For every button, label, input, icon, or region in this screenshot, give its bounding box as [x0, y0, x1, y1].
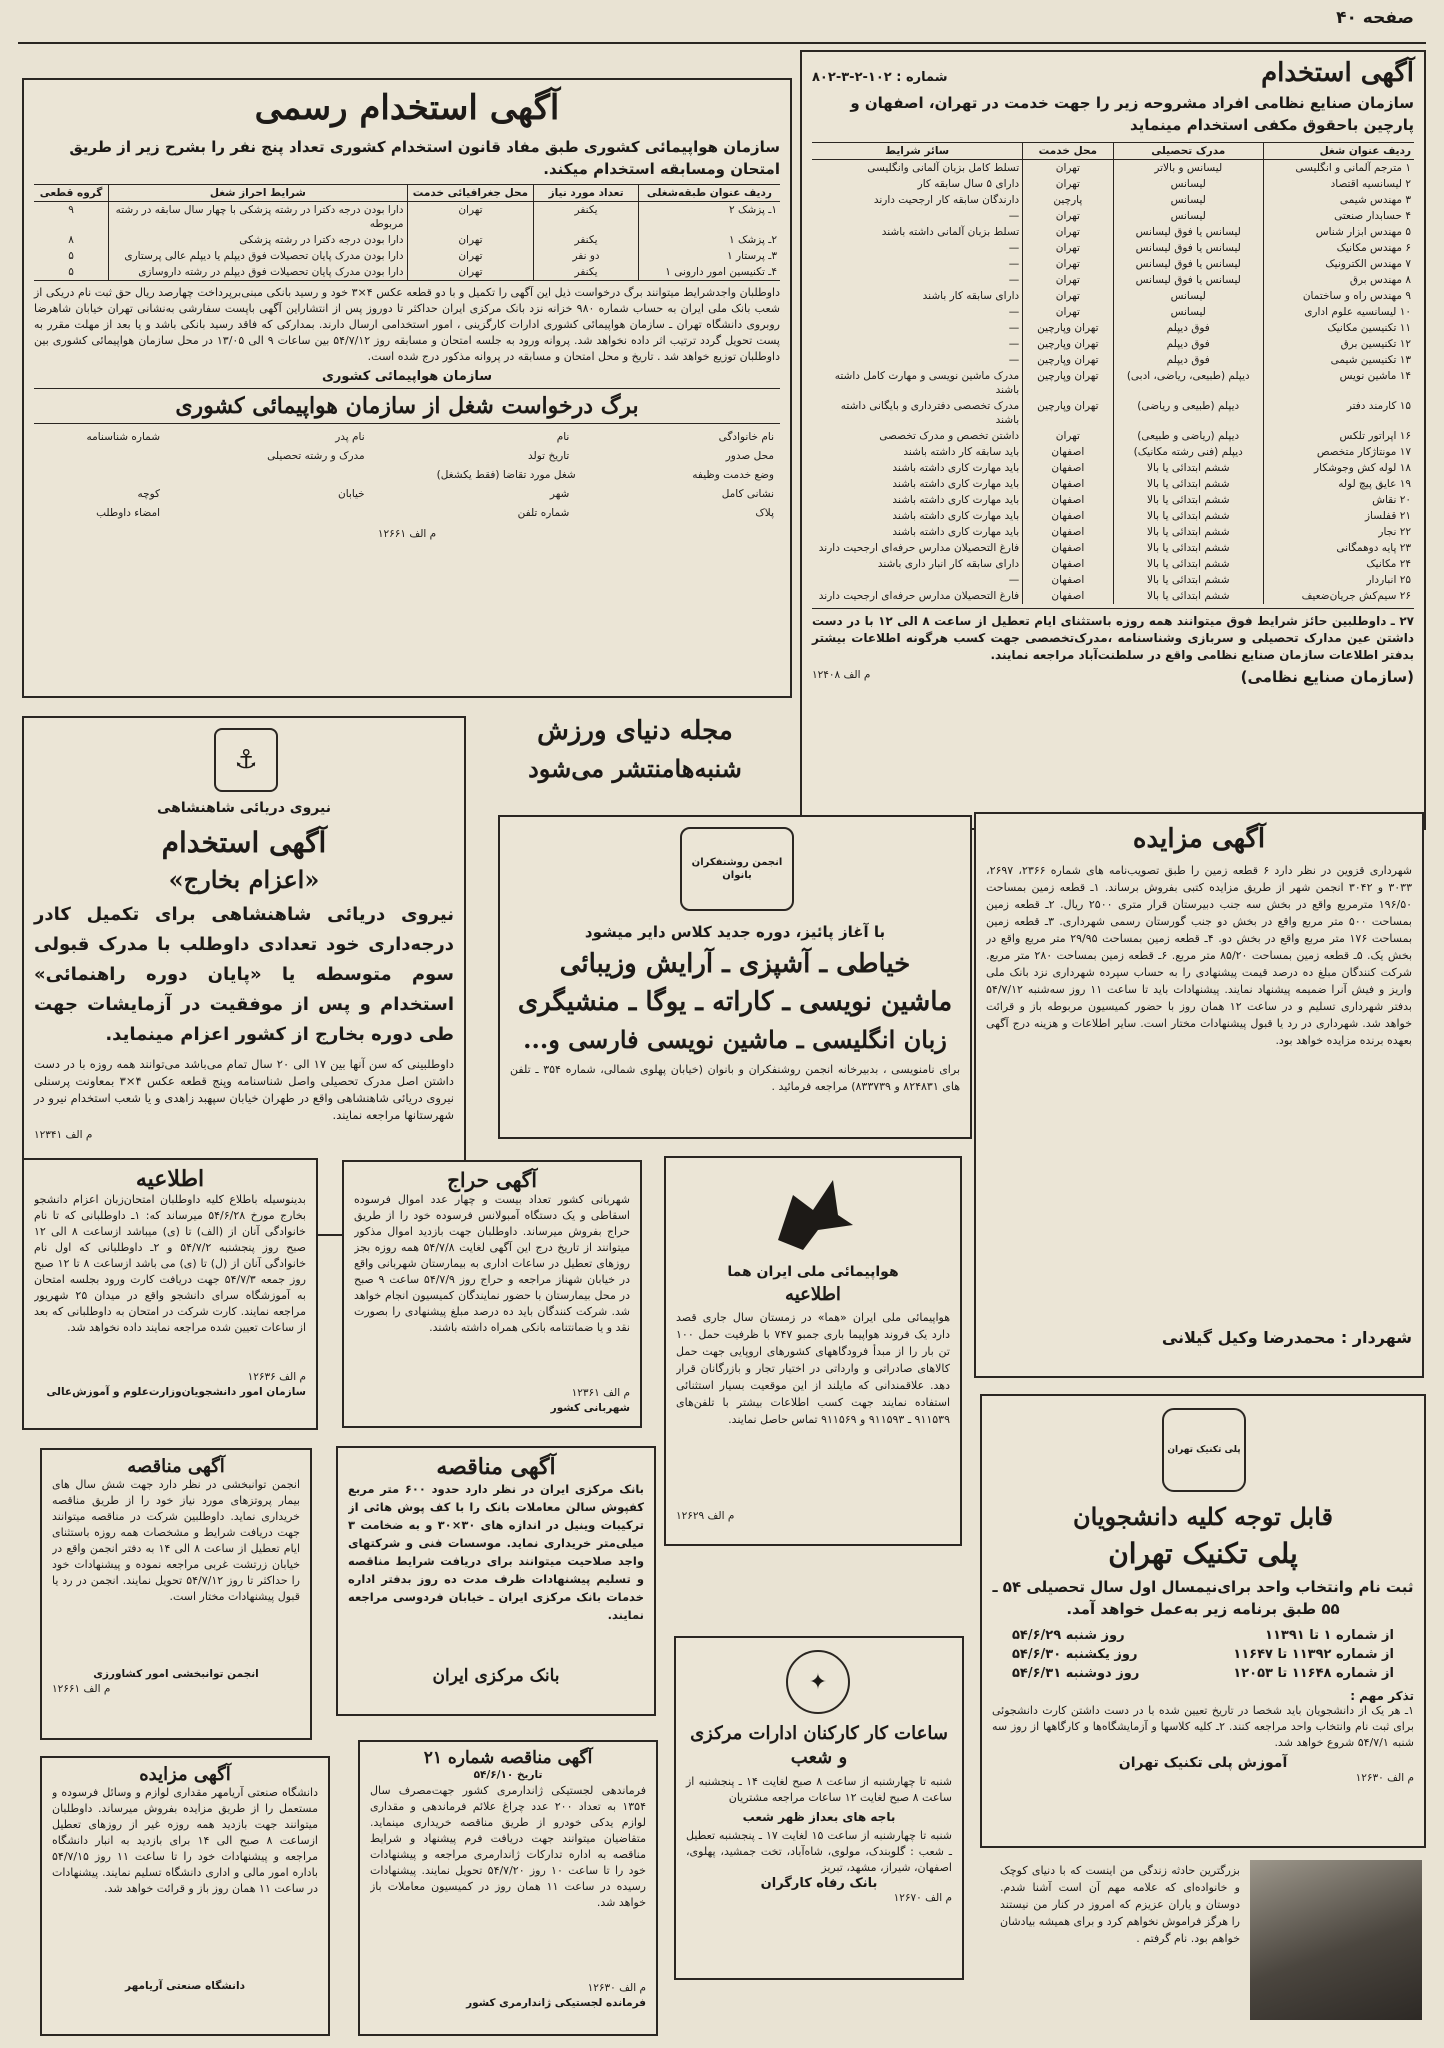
- table-cell: ۴ حسابدار صنعتی: [1264, 208, 1415, 224]
- magazine-line2: شنبه‌هامنتشر می‌شود: [528, 754, 742, 783]
- table-cell: تهران: [407, 202, 534, 233]
- table-cell: تهران: [407, 248, 534, 264]
- table-cell: ۲۶ سیم‌کش جریان‌ضعیف: [1264, 588, 1415, 604]
- form-field-label: محل صدور: [725, 450, 774, 462]
- col-header: شرایط احراز شغل: [109, 185, 407, 202]
- table-cell: لیسانس یا فوق لیسانس: [1113, 272, 1264, 288]
- table-row: [812, 368, 1414, 398]
- table-cell: ۲۴ مکانیک: [1264, 556, 1415, 572]
- col-header: محل خدمت: [1023, 143, 1113, 160]
- ad-ref: م الف ۱۲۶۳۰: [587, 1982, 646, 1994]
- table-cell: لیسانس: [1113, 288, 1264, 304]
- form-row: [40, 466, 774, 485]
- table-cell: داشتن تخصص و مدرک تخصصی: [879, 430, 1020, 442]
- schedule-day: روز شنبه ۵۴/۶/۲۹: [1012, 1628, 1125, 1643]
- table-cell: ششم ابتدائی یا بالا: [1113, 460, 1264, 476]
- polytechnic-logo-icon: پلی تکنیک تهران: [1162, 1408, 1246, 1492]
- table-cell: دو نفر: [534, 248, 638, 264]
- table-row: [812, 272, 1414, 288]
- table-cell: ۱۱ تکنیسین مکانیک: [1264, 320, 1415, 336]
- magazine-line1: مجله دنیای ورزش: [537, 716, 733, 746]
- ad-title: آگهی مناقصه شماره ۲۱: [423, 1748, 593, 1768]
- ad-lead: ثبت نام وانتخاب واحد برای‌نیمسال اول سال تحصیلی ۵۴ ـ ۵۵ طبق برنامه زیر به‌عمل خواهد آمد.: [992, 1578, 1414, 1618]
- classes-ad: [498, 815, 972, 1139]
- table-cell: ۱۰ لیسانسیه علوم اداری: [1264, 304, 1415, 320]
- qazvin-auction-ad: [974, 812, 1424, 1378]
- table-cell: ۳ـ پرستار ۱: [638, 248, 780, 264]
- bank-logo-icon: ✦: [786, 1650, 850, 1714]
- table-cell: اصفهان: [1023, 524, 1113, 540]
- table-cell: دیپلم (طبیعی و ریاضی): [1113, 398, 1264, 428]
- table-row: [812, 240, 1414, 256]
- col-header: گروه قطعی: [34, 185, 109, 202]
- table-cell: یکنفر: [534, 232, 638, 248]
- table-cell: —: [1008, 258, 1020, 270]
- ad-subtitle: «اعزام بخارج»: [168, 865, 320, 894]
- table-cell: مدرک تخصصی دفترداری و بایگانی داشته باشند: [840, 400, 1020, 426]
- schedule-range: از شماره ۱۱۶۴۸ تا ۱۲۰۵۳: [1233, 1666, 1394, 1681]
- ad-ref: م الف ۱۲۶۳۶: [247, 1371, 306, 1383]
- table-cell: دیپلم (طبیعی، ریاضی، ادبی): [1113, 368, 1264, 398]
- schedule-row: [1012, 1645, 1394, 1664]
- col-header: محل جغرافیائی خدمت: [407, 185, 534, 202]
- exam-notice-ad: [22, 1158, 318, 1430]
- table-row: [812, 208, 1414, 224]
- iranair-notice-ad: [664, 1156, 962, 1546]
- form-row: [40, 485, 774, 504]
- table-row: [812, 224, 1414, 240]
- ad-body: داوطلبینی که سن آنها بین ۱۷ الی ۲۰ سال تمام می‌باشد می‌توانند همه روزه با در دست داشتن اصل مدرک تحصیلی واصل شناسنامه وپنج قطعه عکس ۴×۳ بمعاونت پرسنلی نیروی دریائی شاهنشاهی واقع در طهران خیابان سپهبد زاهدی و یا شعب استخدام نیرو در شهرستانها مراجعه نمایند.: [34, 1057, 454, 1122]
- table-cell: فارغ التحصیلان مدارس حرفه‌ای ارجحیت دارند: [818, 542, 1020, 554]
- table-row: [812, 540, 1414, 556]
- tender-21-ad: [358, 1740, 658, 2036]
- table-cell: دارای سابقه کار انبار داری باشند: [877, 558, 1020, 570]
- table-cell: باید مهارت کاری داشته باشند: [892, 462, 1020, 474]
- ad-title: آگهی مزایده: [1132, 824, 1266, 854]
- ad-body: فرماندهی لجستیکی ژاندارمری کشور جهت‌مصرف سال ۱۳۵۴ به تعداد ۲۰۰ عدد چراغ علائم فرماندهی و مقداری لوازم یدکی خودرو از طریق مناقصه خریداری مینماید. متقاضیان میتوانند جهت دریافت فرم پیشنهاد و شرایط مناقصه به اداره تدارکات ژاندارمری مراجعه و پیشنهادات خود را تا ساعت ۱۰ روز ۵۴/۷/۲۰ تحویل نمایند. پیشنهادات رسیده در ساعت ۱۱ همان روز در کمیسیون معاملات باز خواهد شد.: [370, 1784, 646, 1909]
- table-cell: —: [1008, 274, 1020, 286]
- tender-bank-ad: [336, 1446, 656, 1716]
- class-line3: زبان انگلیسی ـ ماشین نویسی فارسی و...: [523, 1025, 947, 1054]
- table-cell: تهران: [1023, 428, 1113, 444]
- ad-subtitle: پلی تکنیک تهران: [1108, 1537, 1298, 1570]
- table-cell: تهران: [1023, 160, 1113, 177]
- table-cell: تهران وپارچین: [1023, 336, 1113, 352]
- form-field-label: امضاء داوطلب: [96, 507, 161, 519]
- table-cell: دارا بودن درجه دکترا در رشته پزشکی: [109, 232, 407, 248]
- ad-title: آگهی مناقصه: [127, 1456, 225, 1477]
- ad-title: آگهی حراج: [447, 1168, 537, 1192]
- ad-lead: نیروی دریائی شاهنشاهی برای تکمیل کادر درجه‌داری خود تعدادی داوطلب با مدرک قبولی سوم متوسطه یا «پایان دوره راهنمائی» استخدام و پس از موفقیت در آزمایشات جهت طی دوره بخارج از کشور اعزام مینماید.: [34, 904, 454, 1045]
- ad-intro: با آغاز پائیز، دوره جدید کلاس دایر میشود: [584, 923, 886, 941]
- table-row: [812, 160, 1414, 177]
- table-cell: لیسانس: [1113, 192, 1264, 208]
- table-row: [812, 288, 1414, 304]
- table-cell: ۹ مهندس راه و ساختمان: [1264, 288, 1415, 304]
- schedule-range: از شماره ۱ تا ۱۱۳۹۱: [1265, 1628, 1394, 1643]
- table-cell: تهران وپارچین: [1023, 368, 1113, 398]
- table-cell: پارچین: [1023, 192, 1113, 208]
- ad-title: اطلاعیه: [785, 1284, 841, 1305]
- ad-signature: انجمن توانبخشی امور کشاورزی: [93, 1668, 259, 1680]
- form-title: برگ درخواست شغل از سازمان هواپیمائی کشوری: [34, 388, 780, 424]
- ad-body2: شنبه تا چهارشنبه از ساعت ۱۵ لغایت ۱۷ ـ پنجشنبه تعطیل ـ شعب : گلوبندک، مولوی، شاه‌آباد، تخت جمشید، پهلوی، اصفهان، شیراز، مشهد، تبریز: [686, 1829, 952, 1874]
- table-cell: ۹: [68, 204, 74, 216]
- form-field-label: خیابان: [337, 488, 365, 500]
- ad-signature: سازمان امور دانشجویان‌وزارت‌علوم و آموزش‌عالی: [46, 1386, 306, 1398]
- table-cell: ۱۹ عایق پیچ لوله: [1264, 476, 1415, 492]
- form-field-label: نام: [556, 431, 570, 443]
- table-row: [812, 476, 1414, 492]
- table-cell: ۲۵ انباردار: [1264, 572, 1415, 588]
- table-cell: تهران: [1023, 272, 1113, 288]
- table-cell: ششم ابتدائی یا بالا: [1113, 572, 1264, 588]
- table-cell: دیپلم (ریاضی و طبیعی): [1113, 428, 1264, 444]
- col-header: ردیف عنوان طبقه‌شغلی: [638, 185, 780, 202]
- schedule-row: [1012, 1626, 1394, 1645]
- table-cell: ۸ مهندس برق: [1264, 272, 1415, 288]
- table-cell: تهران: [407, 232, 534, 248]
- table-cell: —: [1008, 574, 1020, 586]
- schedule-day: روز یکشنبه ۵۴/۶/۳۰: [1012, 1647, 1138, 1662]
- table-row: [812, 336, 1414, 352]
- table-cell: لیسانس یا فوق لیسانس: [1113, 240, 1264, 256]
- form-field-label: نشانی کامل: [721, 488, 774, 500]
- class-line1: خیاطی ـ آشپزی ـ آرایش وزیبائی: [559, 949, 911, 979]
- table-cell: دارای ۵ سال سابقه کار: [917, 178, 1020, 190]
- table-cell: دارا بودن مدرک پایان تحصیلات فوق دیپلم در رشته داروسازی: [109, 264, 407, 281]
- table-cell: —: [1008, 210, 1020, 222]
- table-cell: ۱ـ پزشک ۲: [638, 202, 780, 233]
- ad-number: شماره : ۱۰۲-۲-۳-۸۰۲: [812, 70, 948, 85]
- ad-ref: م الف ۱۲۶۳۰: [1355, 1772, 1414, 1784]
- table-cell: ۲ـ پزشک ۱: [638, 232, 780, 248]
- header-rule: [18, 42, 1426, 44]
- table-cell: یکنفر: [534, 264, 638, 281]
- navy-emblem-icon: ⚓: [214, 728, 278, 792]
- table-cell: اصفهان: [1023, 540, 1113, 556]
- table-cell: دارندگان سابقه کار ارجحیت دارند: [873, 194, 1020, 206]
- form-field-label: شماره شناسنامه: [86, 431, 161, 443]
- table-row: [812, 588, 1414, 604]
- table-cell: —: [1008, 306, 1020, 318]
- table-cell: ششم ابتدائی یا بالا: [1113, 492, 1264, 508]
- form-field-label: پلاک: [755, 507, 774, 519]
- page-number: صفحه ۴۰: [1336, 8, 1414, 28]
- form-field-label: نام پدر: [335, 431, 365, 443]
- positions-table-body: [34, 202, 780, 281]
- ad-title: آگهی استخدام: [1261, 58, 1414, 88]
- table-row: [812, 492, 1414, 508]
- navy-header: نیروی دریائی شاهنشاهی: [157, 800, 331, 816]
- ad-body: شهربانی کشور تعداد بیست و چهار عدد اموال فرسوده اسقاطی و یک دستگاه آمبولانس فرسوده خود را از طریق حراج بفروش میرساند. داوطلبان جهت بازدید اموال مذکور میتوانند از تاریخ درج این آگهی لغایت ۵۴/۷/۸ همه روزه بجز روزهای تعطیل در ساعات اداری به بیمارستان شهربانی واقع در خیابان شهناز مراجعه و حراج روز ۵۴/۷/۹ ساعت ۹ صبح در محل بیمارستان با حضور نمایندگان کمیسیون انجام خواهد شد. شرکت کنندگان باید ده درصد مبلغ پیشنهادی را بصورت نقد و یا ضمانتنامه بانکی همراه داشته باشند.: [354, 1193, 630, 1334]
- table-cell: —: [1008, 322, 1020, 334]
- table-cell: ششم ابتدائی یا بالا: [1113, 588, 1264, 604]
- table-cell: ۵ مهندس ابزار شناس: [1264, 224, 1415, 240]
- ad-signature: (سازمان صنایع نظامی): [1240, 668, 1414, 686]
- form-field-label: وضع خدمت وظیفه: [692, 469, 774, 481]
- ad-date: تاریخ ۵۴/۶/۱۰: [473, 1769, 543, 1781]
- table-cell: لیسانس یا فوق لیسانس: [1113, 224, 1264, 240]
- table-cell: باید سابقه کار داشته باشند: [903, 446, 1020, 458]
- table-cell: تهران: [1023, 304, 1113, 320]
- form-field-label: [238, 466, 358, 485]
- table-cell: ششم ابتدائی یا بالا: [1113, 476, 1264, 492]
- table-cell: باید مهارت کاری داشته باشند: [892, 478, 1020, 490]
- table-cell: لیسانس و بالاتر: [1113, 160, 1264, 177]
- table-cell: ۱۸ لوله کش وجوشکار: [1264, 460, 1415, 476]
- form-field-label: تاریخ تولد: [528, 450, 570, 462]
- ad-signature: شهردار : محمدرضا وکیل گیلانی: [1161, 1328, 1412, 1347]
- table-cell: ۲۱ قفلساز: [1264, 508, 1415, 524]
- table-row: [812, 352, 1414, 368]
- ad-ref: م الف ۱۲۶۶۱: [377, 528, 437, 540]
- form-field-label: کوچه: [137, 488, 161, 500]
- table-cell: ششم ابتدائی یا بالا: [1113, 540, 1264, 556]
- table-cell: اصفهان: [1023, 492, 1113, 508]
- table-cell: ۲۰ نقاش: [1264, 492, 1415, 508]
- table-cell: ششم ابتدائی یا بالا: [1113, 524, 1264, 540]
- table-cell: تهران: [1023, 176, 1113, 192]
- ad-body: شنبه تا چهارشنبه از ساعت ۸ صبح لغایت ۱۴ ـ پنجشنبه از ساعت ۸ صبح لغایت ۱۲ ساعات مراجعه مشتریان: [686, 1775, 952, 1804]
- table-row: [812, 556, 1414, 572]
- table-cell: باید مهارت کاری داشته باشند: [892, 510, 1020, 522]
- table-cell: تهران: [1023, 224, 1113, 240]
- table-row: [34, 264, 780, 281]
- table-cell: تهران: [1023, 256, 1113, 272]
- table-cell: اصفهان: [1023, 572, 1113, 588]
- table-cell: —: [1008, 338, 1020, 350]
- ad-body: شهرداری قزوین در نظر دارد ۶ قطعه زمین را طبق تصویب‌نامه های شماره ۲۳۶۶، ۲۶۹۷، ۳۰۳۳ و ۳۰۴۲ انجمن شهر از طریق مزایده کتبی بفروش برساند. ۱ـ قطعه زمین بمساحت ۱۹۶/۵۰ مترمربع واقع در بخش سه جنب دبیرستان قرار متری ۲۵۰۰ ریال. ۲ـ قطعه زمین بمساحت ۵۰۰ متر مربع واقع در بخش دو جنب گورستان رسمی شهرداری. ۳ـ قطعه زمین بمساحت ۱۷۶ متر مربع واقع در بخش دو. ۴ـ قطعه زمین بمساحت ۲۹/۹۵ متر مربع واقع در بخش یک. ۵ـ قطعه زمین بمساحت ۸۵/۲۰ متر مربع. ۶ـ قطعه زمین بمساحت ۲۸۰ متر مربع. شرکت کنندگان مبلغ ده درصد قیمت پیشنهادی را به حساب سپرده شهرداری نزد بانک ملی واریز و فیش آنرا ضمیمه پیشنهاد نمایند. پیشنهادات باید تا ساعت ۱۱ روز سه‌شنبه ۵۴/۷/۱۲ بدفتر شهرداری تسلیم و در ساعت ۱۲ همان روز با حضور کمیسیون مربوطه باز و قرائت خواهد شد. شهرداری در رد یا قبول پیشنهادات مختار است. سایر اطلاعات و هزینه درج آگهی بعهده برنده مزایده خواهد بود.: [986, 864, 1412, 1047]
- polytechnic-notice-ad: [980, 1394, 1426, 1848]
- table-cell: تهران: [1023, 240, 1113, 256]
- ad-body: انجمن توانبخشی در نظر دارد جهت شش سال های بیمار پروتزهای مورد نیاز خود را از طریق مناقصه خریداری نماید. داوطلبین شرکت در مناقصه میتوانند جهت دریافت شرایط و مشخصات همه روزه باستثنای ایام تعطیل از ساعت ۸ الی ۱۴ به دفتر انجمن واقع در خیابان زرتشت غربی مراجعه نموده و پیشنهادات خود را حداکثر تا روز ۵۴/۷/۱۲ تحویل نمایند. انجمن در رد یا قبول پیشنهادات مختار است.: [52, 1478, 300, 1603]
- table-cell: تهران وپارچین: [1023, 352, 1113, 368]
- table-row: [812, 320, 1414, 336]
- ad-footer: برای نامنویسی ، بدبیرخانه انجمن روشنفکران و بانوان (خیابان پهلوی شمالی، شماره ۳۵۴ ـ تلفن های ۸۲۴۸۳۱ و ۸۳۳۷۳۹) مراجعه فرمائید .: [510, 1063, 960, 1093]
- ad-title: اطلاعیه: [135, 1166, 205, 1192]
- table-cell: ۱۷ مونتاژکار متخصص: [1264, 444, 1415, 460]
- table-cell: لیسانس یا فوق لیسانس: [1113, 256, 1264, 272]
- col-header: سائر شرایط: [812, 143, 1023, 160]
- table-cell: ۷ مهندس الکترونیک: [1264, 256, 1415, 272]
- table-row: [812, 444, 1414, 460]
- table-cell: اصفهان: [1023, 556, 1113, 572]
- ad-title: آگهی مزایده: [139, 1764, 231, 1785]
- schedule-list: [1012, 1626, 1394, 1683]
- university-auction-ad: [40, 1756, 330, 2036]
- ad-signature: بانک رفاه کارگران: [760, 1876, 878, 1891]
- form-field-label: نام خانوادگی: [718, 431, 774, 443]
- table-cell: ۶ مهندس مکانیک: [1264, 240, 1415, 256]
- table-cell: دارا بودن درجه دکترا در رشته پزشکی با چهار سال سابقه در رشته مربوطه: [109, 202, 407, 233]
- table-cell: —: [1008, 354, 1020, 366]
- positions-table: [34, 184, 780, 281]
- table-cell: لیسانس: [1113, 304, 1264, 320]
- ad-ref: م الف ۱۲۳۴۱: [34, 1129, 93, 1141]
- table-cell: اصفهان: [1023, 476, 1113, 492]
- table-cell: ۱۶ اپراتور تلکس: [1264, 428, 1415, 444]
- table-cell: فوق دیپلم: [1113, 320, 1264, 336]
- form-row: [40, 428, 774, 447]
- table-cell: تسلط بزبان آلمانی داشته باشند: [881, 226, 1020, 238]
- ad-footer: ۲۷ ـ داوطلبین حائز شرایط فوق میتوانند همه روزه باستثنای ایام تعطیل از ساعت ۸ الی ۱۲ با در دست داشتن عین مدارک تحصیلی و سربازی وشناسنامه ،مدرک‌تخصصی جهت کسب هرگونه اطلاعات بیشتر بدفتر اطلاعات سازمان صنایع نظامی واقع در سلطنت‌آباد مراجعه نمایند.: [812, 614, 1414, 662]
- table-row: [34, 232, 780, 248]
- bank-hours-ad: [674, 1636, 964, 1980]
- jobs-table-body: [812, 160, 1414, 605]
- ad-title: آگهی مناقصه: [436, 1454, 556, 1480]
- ad-body: داوطلبان واجدشرایط میتوانند برگ درخواست ذیل این آگهی را تکمیل و با دو قطعه عکس ۴×۳ خود و رسید بانکی مبنی‌برپرداخت چهارصد ریال حق ثبت نام دریکی از شعب بانک ملی ایران به حساب شماره ۹۸۰ خزانه نزد بانک مرکزی ایران حداکثر تا دوروز پس از انتشاراین آگهی باپست سفارشی به‌نشانی تهران خیابان شاهرضا روبروی دانشگاه تهران ـ سازمان هواپیمائی کشوری ادارات کارگزینی ، امور استخدامی ارسال دارند. بمدارکی که فاقد رسید بانکی باشد و یا بعد از مهلت مقرر به پست تحویل گردد ترتیب اثر داده نخواهد شد. پروانه ورود به جلسه امتحان و مسابقه روز ۵۴/۷/۱۲ بین ساعات ۹ الی ۱۳/۰۵ در محل سازمان هواپیمائی کشوری بین داوطلبان توزیع خواهد شد . تاریخ و محل امتحان و مسابقه در پروانه مذکور درج شده است.: [34, 286, 780, 363]
- police-auction-ad: [342, 1160, 642, 1428]
- table-cell: باید مهارت کاری داشته باشند: [892, 494, 1020, 506]
- table-row: [812, 508, 1414, 524]
- table-row: [34, 248, 780, 264]
- table-cell: لیسانس: [1113, 208, 1264, 224]
- table-cell: اصفهان: [1023, 444, 1113, 460]
- table-cell: ۵: [68, 250, 74, 262]
- ad-signature: آموزش پلی تکنیک تهران: [1118, 1755, 1288, 1771]
- table-cell: ۱۲ تکنیسین برق: [1264, 336, 1415, 352]
- application-form: [34, 424, 780, 527]
- ad-ref: م الف ۱۲۶۶۱: [52, 1683, 111, 1695]
- table-row: [812, 398, 1414, 428]
- table-row: [812, 304, 1414, 320]
- table-cell: دارا بودن مدرک پایان تحصیلات فوق دیپلم یا دیپلم عالی پرستاری: [109, 248, 407, 264]
- table-cell: ششم ابتدائی یا بالا: [1113, 556, 1264, 572]
- aviation-employment-ad: [22, 78, 792, 698]
- form-field-label: [40, 447, 160, 466]
- table-cell: اصفهان: [1023, 588, 1113, 604]
- form-field-label: مدرک و رشته تحصیلی: [267, 450, 365, 462]
- table-cell: فوق دیپلم: [1113, 352, 1264, 368]
- form-row: [40, 504, 774, 523]
- tender-agri-ad: [40, 1448, 312, 1740]
- ad-title: آگهی استخدام: [161, 826, 327, 859]
- ad-signature: شهربانی کشور: [550, 1402, 630, 1414]
- table-cell: ۲۲ نجار: [1264, 524, 1415, 540]
- ad-ref: م الف ۱۲۶۲۹: [676, 1510, 735, 1522]
- ad-ref: م الف ۱۲۴۰۸: [812, 669, 871, 681]
- table-row: [812, 524, 1414, 540]
- table-cell: تهران وپارچین: [1023, 398, 1113, 428]
- ad-signature: فرمانده لجستیکی ژاندارمری کشور: [466, 1997, 646, 2009]
- ad-sub: باجه های بعداز ظهر شعب: [742, 1810, 896, 1824]
- table-cell: ۱ مترجم آلمانی و انگلیسی: [1264, 160, 1415, 177]
- col-header: ردیف عنوان شغل: [1264, 143, 1415, 160]
- ad-signature: سازمان هواپیمائی کشوری: [321, 369, 492, 384]
- table-cell: باید مهارت کاری داشته باشند: [892, 526, 1020, 538]
- ad-ref: م الف ۱۲۶۷۰: [893, 1892, 952, 1904]
- form-field-label: شهر: [549, 488, 570, 500]
- table-row: [812, 428, 1414, 444]
- ad-intro: سازمان صنایع نظامی افراد مشروحه زیر را جهت خدمت در تهران، اصفهان و پارچین باحقوق مکفی استخدام مینماید: [850, 94, 1414, 134]
- table-cell: ۱۵ کارمند دفتر: [1264, 398, 1415, 428]
- schedule-row: [1012, 1664, 1394, 1683]
- table-cell: فارغ التحصیلان مدارس حرفه‌ای ارجحیت دارند: [818, 590, 1020, 602]
- ad-title: قابل توجه کلیه دانشجویان: [1073, 1502, 1333, 1531]
- table-cell: اصفهان: [1023, 460, 1113, 476]
- col-header: مدرک تحصیلی: [1113, 143, 1264, 160]
- ad-title: آگهی استخدام رسمی: [254, 88, 560, 128]
- ad-signature: دانشگاه صنعتی آریامهر: [125, 1980, 245, 1992]
- ad-body: دانشگاه صنعتی آریامهر مقداری لوازم و وسائل فرسوده و مستعمل را از طریق مزایده بفروش میرساند. داوطلبان میتوانند جهت بازدید همه روزه غیر از روزهای تعطیل ازساعت ۸ صبح الی ۱۴ برای بازدید به انبار دانشگاه مراجعه و پیشنهادات خود را تا ساعت ۱۱ روز ۵۴/۷/۱۵ باداره امور مالی و اداری دانشگاه تسلیم نمایند. پیشنهادات در ساعت ۱۱ همان روز باز و قرائت خواهد شد.: [52, 1786, 318, 1895]
- table-cell: دیپلم (فنی رشته مکانیک): [1113, 444, 1264, 460]
- table-cell: ۴ـ تکنیسین امور دارونی ۱: [638, 264, 780, 281]
- table-row: [812, 460, 1414, 476]
- form-field-label: شماره تلفن: [517, 507, 570, 519]
- table-cell: یکنفر: [534, 202, 638, 233]
- obituary-text: بزرگترین حادثه زندگی من اینست که با دنیای کوچک و خانواده‌ای که علامه مهم آن است آشنا شدم. دوستان و یاران عزیزم که امروز در کنار من نیستند را هرگز فراموش نخواهم کرد و برای همیشه بیادشان خواهم بود. نام گرفتم .: [1000, 1864, 1240, 1945]
- table-cell: تهران: [1023, 208, 1113, 224]
- form-row: [40, 447, 774, 466]
- note-title: تذکر مهم :: [1350, 1689, 1414, 1703]
- form-field-label: [245, 504, 365, 523]
- table-row: [812, 256, 1414, 272]
- ad-body: بدینوسیله باطلاع کلیه داوطلبان امتحان‌زبان اعزام دانشجو بخارج مورخ ۵۴/۶/۲۸ میرساند که: ۱ـ داوطلبانی که تا نام خانوادگی آنان از (الف) تا (ی) میباشد ازساعت ۸ الی ۱۲ صبح روز پنجشنبه ۵۴/۷/۲ و ۲ـ داوطلبانی که اول نام خانوادگی آنان از (ل) تا (ی) می باشد ازساعت ۸ تا ۱۲ صبح روز جمعه ۵۴/۷/۳ جهت دریافت کارت ورود بجلسه امتحان به آموزشگاه سرای دانشجو واقع در میدان ۲۵ شهریور مراجعه نمایند. کارت شرکت در امتحان به داوطلبانی که بعد از ساعات تعیین شده مراجعه نمایند داده نخواهد شد.: [34, 1193, 306, 1334]
- schedule-range: از شماره ۱۱۳۹۲ تا ۱۱۶۴۷: [1233, 1647, 1394, 1662]
- table-row: [812, 192, 1414, 208]
- form-field-label: شغل مورد تقاضا (فقط یکشغل): [436, 469, 576, 481]
- class-line2: ماشین نویسی ـ کاراته ـ یوگا ـ منشیگری: [517, 987, 953, 1017]
- table-row: [34, 202, 780, 233]
- table-cell: لیسانس: [1113, 176, 1264, 192]
- ad-ref: م الف ۱۲۳۶۱: [571, 1387, 630, 1399]
- schedule-day: روز دوشنبه ۵۴/۶/۳۱: [1012, 1666, 1140, 1681]
- magazine-notice: [490, 716, 780, 783]
- table-cell: ۱۴ ماشین نویس: [1264, 368, 1415, 398]
- ad-body: هواپیمائی ملی ایران «هما» در زمستان سال جاری قصد دارد یک فروند هواپیما باری جمبو ۷۴۷ با ظرفیت حمل ۱۰۰ تن بار را از مبدأ فرودگاههای کشورهای اروپایی جهت حمل کالاهای صادراتی و وارداتی در اختیار تجار و بازرگانان قرار دهد. علاقمندانی که مایلند از این موقعیت بسیار استثنائی استفاده نمایند جهت کسب اطلاعات بیشتر با تلفن‌های ۹۱۱۵۳۹ ـ ۹۱۱۵۹۳ و ۹۱۱۵۶۹ تماس حاصل نمایند.: [676, 1311, 950, 1426]
- table-cell: ۲ لیسانسیه اقتصاد: [1264, 176, 1415, 192]
- table-cell: تهران وپارچین: [1023, 320, 1113, 336]
- table-cell: دارای سابقه کار باشند: [922, 290, 1020, 302]
- portrait-photo: [1250, 1860, 1422, 2020]
- table-cell: ۱۳ تکنیسین شیمی: [1264, 352, 1415, 368]
- ad-signature: بانک مرکزی ایران: [432, 1666, 560, 1686]
- association-logo-icon: انجمن روشنفکران بانوان: [680, 827, 794, 911]
- table-cell: ششم ابتدائی یا بالا: [1113, 508, 1264, 524]
- military-employment-ad: [800, 50, 1426, 830]
- table-cell: ۵: [68, 266, 74, 278]
- table-cell: —: [1008, 242, 1020, 254]
- notes: ۱ـ هر یک از دانشجویان باید شخصا در تاریخ تعیین شده با در دست داشتن کارت دانشجوئی برای ثبت نام وانتخاب واحد مراجعه کنند. ۲ـ کلیه کلاسها و آزمایشگاه‌ها و کارگاهها از روز سه شنبه ۵۴/۷/۱ شروع خواهد شد.: [992, 1704, 1414, 1749]
- table-cell: مدرک ماشین نویسی و مهارت کامل داشته باشند: [834, 370, 1020, 396]
- form-field-label: [40, 466, 160, 485]
- table-cell: تسلط کامل بزبان آلمانی وانگلیسی: [867, 162, 1020, 174]
- table-cell: اصفهان: [1023, 508, 1113, 524]
- jobs-table: [812, 142, 1414, 604]
- airline-logo: هواپیمائی ملی ایران هما: [727, 1264, 899, 1280]
- homa-bird-icon: [758, 1170, 868, 1260]
- col-header: تعداد مورد نیاز: [534, 185, 638, 202]
- ad-title: ساعات کار کارکنان ادارات مرکزی و شعب: [690, 1723, 948, 1768]
- table-cell: ۳ مهندس شیمی: [1264, 192, 1415, 208]
- table-cell: تهران: [1023, 288, 1113, 304]
- ad-intro: سازمان هواپیمائی کشوری طبق مفاد قانون استخدام کشوری تعداد پنج نفر را بشرح زیر از طریق امتحان ومسابقه استخدام میکند.: [69, 138, 780, 178]
- table-row: [812, 176, 1414, 192]
- table-cell: ۸: [68, 234, 74, 246]
- table-row: [812, 572, 1414, 588]
- table-cell: ۲۳ پایه دوهمگانی: [1264, 540, 1415, 556]
- table-cell: فوق دیپلم: [1113, 336, 1264, 352]
- ad-body: بانک مرکزی ایران در نظر دارد حدود ۶۰۰ متر مربع کفپوش سالن معاملات بانک را با کف پوش هائی از ترکیبات وینیل در اندازه های ۳۰×۳۰ و به ضخامت ۳ میلی‌متر خریداری نماید. موسسات فنی و شرکتهای واجد صلاحیت میتوانند برای دریافت شرایط مناقصه و تسلیم پیشنهادات ظرف مدت ده روز بدفتر اداره خدمات بانک مرکزی ایران ـ خیابان فردوسی مراجعه نمایند.: [348, 1482, 644, 1622]
- table-cell: تهران: [407, 264, 534, 281]
